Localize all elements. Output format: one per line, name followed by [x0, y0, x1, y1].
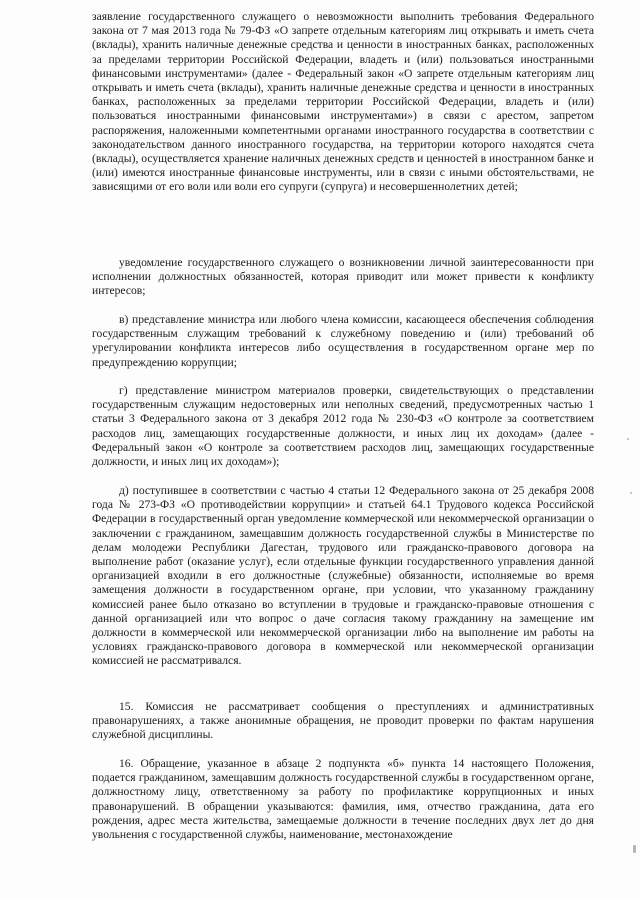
paragraph-item-v: в) представление министра или любого члена комиссии, касающееся обеспечения соблюдения государственным служащим требований к служебному поведению и (или) требований об урегулировании конфликта интересов либо осуществления в государственном органе мер по предупреждению коррупции; [92, 313, 594, 369]
paragraph-item-g: г) представление министром материалов проверки, свидетельствующих о представлении государственным служащим недостоверных или неполных сведений, предусмотренных частью 1 статьи 3 Федерального закона от 3 декабря 2012 года № 230-ФЗ «О контроле за соответствием расходов лиц, замещающих государственные должности, и иных лиц их доходам» (далее - Федеральный закон «О контроле за соответствием расходов лиц, замещающих государственные должности, и иных лиц их доходам»); [92, 384, 594, 469]
scan-speck [627, 438, 629, 440]
scan-speck [633, 845, 636, 853]
paragraph-item-d: д) поступившее в соответствии с частью 4 статьи 12 Федерального закона от 25 декабря 2008 года № 273-ФЗ «О противодействии коррупции» и статьей 64.1 Трудового кодекса Российской Федерации в государственный орган уведомление коммерческой или некоммерческой организации о заключении с гражданином, замещавшим должность государственной службы в Министерстве по делам молодежи Республики Дагестан, трудового или гражданско-правового договора на выполнение работ (оказание услуг), если отдельные функции государственного управления данной организацией входили в его должностные (служебные) обязанности, исполняемые во время замещения должности в государственном органе, при условии, что указанному гражданину комиссией ранее было отказано во вступлении в трудовые и гражданско-правовые отношения с данной организацией или что вопрос о даче согласия такому гражданину на замещение им должности в коммерческой или некоммерческой организации либо на выполнение им работы на условиях гражданско-правового договора в коммерческой или некоммерческой организации комиссией не рассматривался. [92, 484, 594, 668]
paragraph-statement: заявление государственного служащего о невозможности выполнить требования Федерального закона от 7 мая 2013 года № 79-ФЗ «О запрете отдельным категориям лиц открывать и иметь счета (вклады), хранить наличные денежные средства и ценности в иностранных банках, расположенных за пределами территории Российской Федерации, владеть и (или) пользоваться иностранными финансовыми инструментами» (далее - Федеральный закон «О запрете отдельным категориям лиц открывать и иметь счета (вклады), хранить наличные денежные средства и ценности в иностранных банках, расположенных за пределами территории Российской Федерации, владеть и (или) пользоваться иностранными финансовыми инструментами») в связи с арестом, запретом распоряжения, наложенными компетентными органами иностранного государства в соответствии с законодательством данного иностранного государства, на территории которого находятся счета (вклады), осуществляется хранение наличных денежных средств и ценностей в иностранном банке и (или) имеются иностранные финансовые инструменты, или в связи с иными обстоятельствами, не зависящими от его воли или воли его супруги (супруга) и несовершеннолетних детей; [92, 10, 594, 194]
paragraph-16: 16. Обращение, указанное в абзаце 2 подпункта «б» пункта 14 настоящего Положения, подается гражданином, замещавшим должность государственной службы в государственном органе, должностному лицу, ответственному за работу по профилактике коррупционных и иных правонарушений. В обращении указываются: фамилия, имя, отчество гражданина, дата его рождения, адрес места жительства, замещаемые должности в течение последних двух лет до дня увольнения с государственной службы, наименование, местонахождение [92, 757, 594, 842]
paragraph-15: 15. Комиссия не рассматривает сообщения о преступлениях и административных правонарушениях, а также анонимные обращения, не проводит проверки по фактам нарушения служебной дисциплины. [92, 700, 594, 742]
paragraph-notification: уведомление государственного служащего о возникновении личной заинтересованности при исполнении должностных обязанностей, которая приводит или может привести к конфликту интересов; [92, 256, 594, 298]
scan-speck [630, 492, 632, 494]
